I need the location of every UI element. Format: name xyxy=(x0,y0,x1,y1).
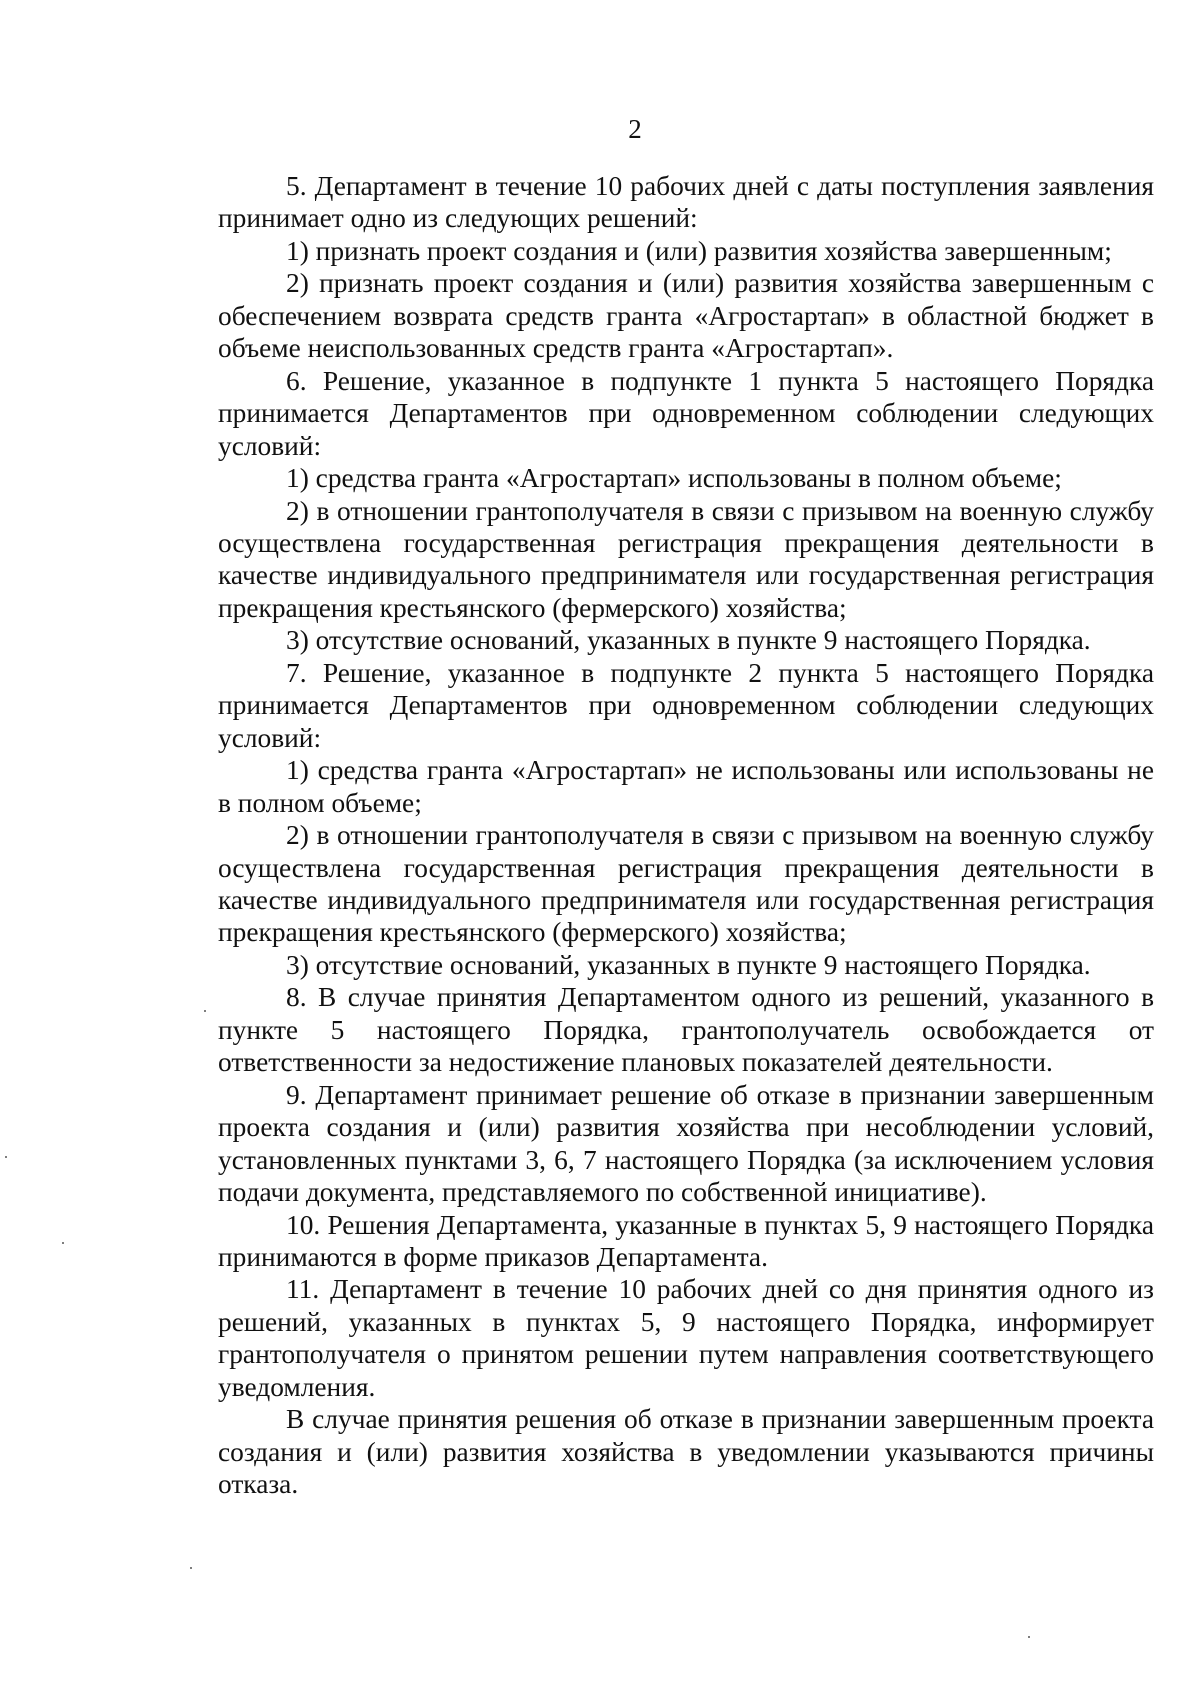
paragraph: 1) признать проект создания и (или) развития хозяйства завершенным; xyxy=(286,235,1112,266)
page-number: 2 xyxy=(628,114,642,144)
paragraph: 10. Решения Департамента, указанные в пунктах 5, 9 настоящего Порядка принимаются в форме приказов Департамента. xyxy=(218,1209,1154,1272)
scan-speck xyxy=(1028,1636,1030,1638)
paragraph: 7. Решение, указанное в подпункте 2 пункта 5 настоящего Порядка принимается Департаментов при одновременном соблюдении следующих условий: xyxy=(218,657,1154,753)
document-body xyxy=(218,170,1154,1501)
paragraph: 1) средства гранта «Агростартап» не использованы или использованы не в полном объеме; xyxy=(218,755,1154,818)
paragraph: В случае принятия решения об отказе в признании завершенным проекта создания и (или) развития хозяйства в уведомлении указываются причины отказа. xyxy=(218,1404,1154,1500)
paragraph: 9. Департамент принимает решение об отказе в признании завершенным проекта создания и (или) развития хозяйства при несоблюдении условий, установленных пунктами 3, 6, 7 настоящего Порядка (за исключением условия подачи документа, представляемого по собственной инициативе). xyxy=(218,1079,1154,1208)
paragraph: 2) в отношении грантополучателя в связи с призывом на военную службу осуществлена государственная регистрация прекращения деятельности в качестве индивидуального предпринимателя или государственная регистрация прекращения крестьянского (фермерского) хозяйства; xyxy=(218,820,1154,948)
paragraph: 11. Департамент в течение 10 рабочих дней со дня принятия одного из решений, указанных в пунктах 5, 9 настоящего Порядка, информирует грантополучателя о принятом решении путем направления соответствующего уведомления. xyxy=(218,1274,1154,1402)
scan-speck xyxy=(5,1156,7,1158)
scan-speck xyxy=(190,1567,192,1569)
scan-speck xyxy=(62,1242,64,1244)
scan-speck xyxy=(204,1010,206,1012)
paragraph: 5. Департамент в течение 10 рабочих дней с даты поступления заявления принимает одно из следующих решений: xyxy=(218,171,1154,234)
paragraph: 1) средства гранта «Агростартап» использованы в полном объеме; xyxy=(286,463,1062,494)
paragraph: 8. В случае принятия Департаментом одного из решений, указанного в пункте 5 настоящего Порядка, грантополучатель освобождается от ответственности за недостижение плановых показателей деятельности. xyxy=(218,982,1154,1078)
paragraph: 3) отсутствие оснований, указанных в пункте 9 настоящего Порядка. xyxy=(286,949,1091,980)
paragraph: 2) в отношении грантополучателя в связи с призывом на военную службу осуществлена государственная регистрация прекращения деятельности в качестве индивидуального предпринимателя или государственная регистрация прекращения крестьянского (фермерского) хозяйства; xyxy=(218,495,1154,623)
paragraph: 6. Решение, указанное в подпункте 1 пункта 5 настоящего Порядка принимается Департаментов при одновременном соблюдении следующих условий: xyxy=(218,365,1154,461)
paragraph: 3) отсутствие оснований, указанных в пункте 9 настоящего Порядка. xyxy=(286,625,1091,656)
paragraph: 2) признать проект создания и (или) развития хозяйства завершенным с обеспечением возврата средств гранта «Агростартап» в областной бюджет в объеме неиспользованных средств гранта «Агростартап». xyxy=(218,268,1154,364)
